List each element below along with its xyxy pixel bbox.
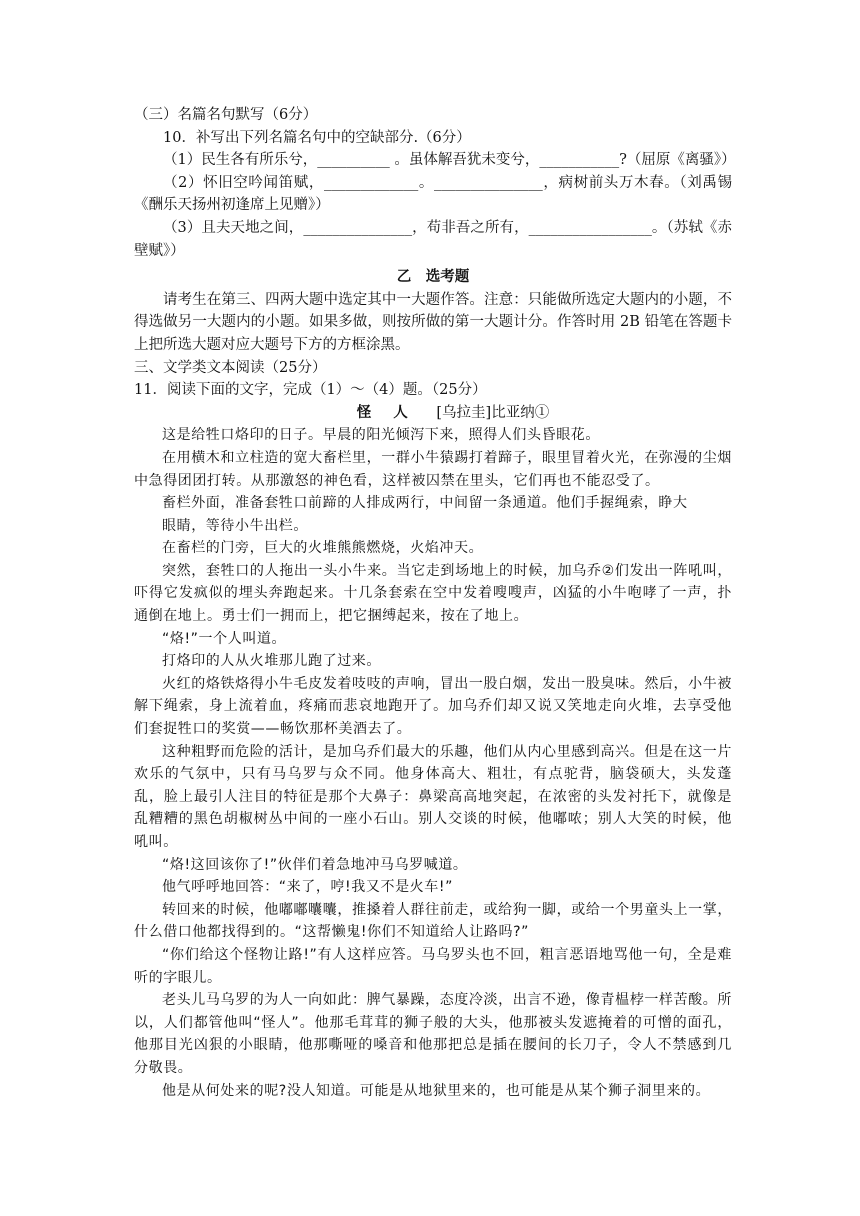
story-paragraph: 畜栏外面，准备套牲口前蹄的人排成两行，中间留一条通道。他们手握绳索，睁大 [162,495,688,512]
story-title-line [174,402,732,425]
story-paragraph: “你们给这个怪物让路!”有人这样应答。马乌罗头也不回，粗言恶语地骂他一句，全是难听的字眼儿。 [134,946,732,986]
story-paragraph: 突然，套牲口的人拖出一头小牛来。当它走到场地上的时候，加乌乔②们发出一阵吼叫，吓得它发疯似的埋头奔跑起来。十几条套索在空中发着嗖嗖声，凶猛的小牛咆哮了一声，扑通倒在地上。勇士们一拥而上，把它捆缚起来，按在了地上。 [134,562,732,625]
section-lit-heading: 三、文学类文本阅读（25分） [134,359,327,376]
q10-item-2: （2）怀旧空吟闻笛赋，_____________。_______________，病树前头万木春。（刘禹锡《酬乐天扬州初逢席上见赠》） [134,174,732,214]
part-yi-instructions: 请考生在第三、四两大题中选定其中一大题作答。注意：只能做所选定大题内的小题，不得选做另一大题内的小题。如果多做，则按所做的第一大题计分。作答时用 2B 铅笔在答题卡上把所选大题对应大题号下方的方框涂黑。 [134,291,732,353]
story-paragraph: 打烙印的人从火堆那儿跑了过来。 [162,653,381,670]
story-paragraph: 这是给牲口烙印的日子。早晨的阳光倾泻下来，照得人们头昏眼花。 [162,427,600,444]
story-paragraph: 这种粗野而危险的活计，是加乌乔们最大的乐趣，他们从内心里感到高兴。但是在这一片欢乐的气氛中，只有马乌罗与众不同。他身体高大、粗壮，有点驼背，脑袋硕大，头发蓬乱，脸上最引人注目的特征是那个大鼻子：鼻梁高高地突起，在浓密的头发衬托下，就像是乱糟糟的黑色胡椒树丛中间的一座小石山。别人交谈的时候，他嘟哝；别人大笑的时候，他吼叫。 [134,743,732,850]
section3-heading: （三）名篇名句默写（6分） [134,107,318,123]
story-paragraph: “烙!这回该你了!”伙伴们着急地冲马乌罗喊道。 [162,856,468,873]
q10-item-3: （3）且夫天地之间，_______________，苟非吾之所有，_________________。（苏轼《赤壁赋》） [134,219,732,259]
q10-item-1: （1）民生各有所乐兮，__________ 。虽体解吾犹未变兮，___________?（屈原《离骚》） [163,152,736,169]
story-paragraph: 在用横木和立柱造的宽大畜栏里，一群小牛猿踢打着蹄子，眼里冒着火光，在弥漫的尘烟中急得团团打转。从那激怒的神色看，这样被囚禁在里头，它们再也不能忍受了。 [134,449,732,489]
story-paragraph: 眼睛，等待小牛出栏。 [162,517,308,534]
story-author: [乌拉圭]比亚纳① [436,404,550,421]
question-10: 10．补写出下列名篇名句中的空缺部分.（6分） [163,129,471,146]
story-paragraph: 他气呼呼地回答：“来了，哼!我又不是火车!” [162,879,453,896]
story-paragraph: 老头儿马乌罗的为人一向如此：脾气暴躁，态度冷淡，出言不逊，像青榅桲一样苦酸。所以，人们都管他叫“怪人”。他那毛茸茸的狮子般的大头，他那被头发遮掩着的可憎的面孔，他那目光凶狠的小眼睛，他那嘶哑的嗓音和他那把总是插在腰间的长刀子，令人不禁感到几分敬畏。 [134,992,732,1076]
story-body [134,424,732,1102]
document-page [134,104,736,1102]
story-paragraph: 他是从何处来的呢?没人知道。可能是从地狱里来的，也可能是从某个狮子洞里来的。 [162,1082,711,1099]
story-paragraph: 转回来的时候，他嘟嘟囔囔，推搡着人群往前走，或给狗一脚，或给一个男童头上一掌，什么借口他都找得到的。“这帮懒鬼!你们不知道给人让路吗?” [134,901,732,941]
part-yi-heading: 乙 选考题 [396,268,470,286]
story-paragraph: 火红的烙铁烙得小牛毛皮发着吱吱的声响，冒出一股白烟，发出一股臭味。然后，小牛被解下绳索，身上流着血，疼痛而悲哀地跑开了。加乌乔们却又说又笑地走向火堆，去享受他们套捉牲口的奖赏——畅饮那杯美酒去了。 [134,675,732,738]
story-paragraph: “烙!”一个人叫道。 [162,630,287,647]
story-title: 怪人 [356,403,430,421]
story-paragraph: 在畜栏的门旁，巨大的火堆熊熊燃烧，火焰冲天。 [162,540,484,557]
question-11: 11．阅读下面的文字，完成（1）～（4）题。（25分） [134,382,487,399]
